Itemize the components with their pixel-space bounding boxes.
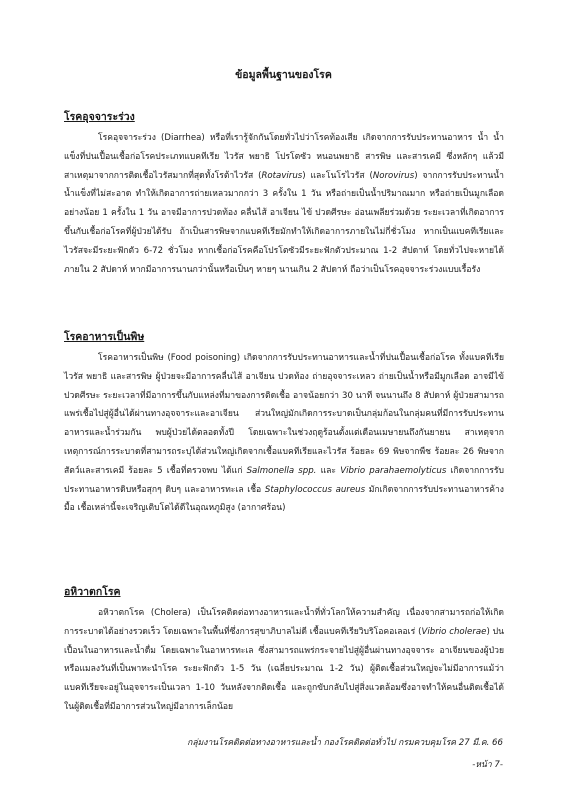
document-title: ข้อมูลพื้นฐานของโรค — [235, 69, 332, 81]
scientific-name: Norovirus — [372, 170, 415, 181]
paragraph-text: ) ปนเปื้อนในอาหารและน้ำดื่ม โดยเฉพาะในอาหารทะเล ซึ่งสามารถแพร่กระจายไปสู่ผู้อื่นผ่านทางอุจจาระ อาเจียนของผู้ป่วย หรือแมลงวันที่เป็นพาหะนำโรค ระยะฟักตัว 1-5 วัน (เฉลี่ยประมาณ 1-2 วัน) ผู้ติดเชื้อส่วนใหญ่จะไม่มีอาการแม้ว่าแบคทีเรียจะอยู่ในอุจจาระเป็นเวลา 1-10 วันหลังจากติดเชื้อ และถูกขับกลับไปสู่สิ่งแวดล้อมซึ่งอาจทำให้คนอื่นติดเชื้อได้ ในผู้ติดเชื้อที่มีอาการส่วนใหญ่มีอาการเล็กน้อย — [64, 626, 504, 712]
page-number: -หน้า 7- — [472, 760, 503, 770]
section-heading: โรคอาหารเป็นพิษ — [64, 331, 145, 343]
scientific-name: Salmonella spp. — [246, 465, 317, 476]
paragraph-text: มักเกิดจากการรับประทานอาหารค้างมื้อ เชื้อเหล่านี้จะเจริญเติบโตได้ดีในอุณหภูมิสูง (อากาศร้อน) — [64, 484, 504, 514]
section-cholera — [64, 585, 504, 717]
section-paragraph — [64, 129, 504, 279]
scientific-name: Rotavirus — [261, 170, 303, 181]
section-heading: อหิวาตกโรค — [64, 586, 121, 598]
scientific-name: Vibrio cholerae — [421, 626, 487, 637]
paragraph-text: เกิดจากการรับประทานอาหารดิบหรือสุกๆ ดิบๆ และอาหารทะเล เชื้อ — [64, 465, 504, 495]
scientific-name: Vibrio parahaemolyticus — [340, 465, 447, 476]
paragraph-text: ) และโนโรไวรัส ( — [302, 170, 373, 181]
scientific-name: Staphylococcus aureus — [264, 484, 366, 495]
paragraph-text: โรคอุจจาระร่วง (Diarrhea) หรือที่เรารู้จักกันโดยทั่วไปว่าโรคท้องเสีย เกิดจากการรับประทานอาหาร น้ำ น้ำแข็งที่ปนเปื้อนเชื้อก่อโรคประเภทแบคทีเรีย ไวรัส พยาธิ โปรโตซัว หนอนพยาธิ สารพิษ และสารเคมี ซึ่งหลักๆ แล้วมีสาเหตุมาจากการติดเชื้อไวรัสมากที่สุดทั้งโรต้าไวรัส ( — [64, 133, 504, 181]
section-heading: โรคอุจจาระร่วง — [64, 111, 135, 123]
paragraph-text: ) จากการรับประทานน้ำ น้ำแข็งที่ไม่สะอาด ทำให้เกิดอาการถ่ายเหลวมากกว่า 3 ครั้งใน 1 วัน หรือถ่ายเป็นน้ำปริมาณมาก หรือถ่ายเป็นมูกเลือดอย่างน้อย 1 ครั้งใน 1 วัน อาจมีอาการปวดท้อง คลื่นไส้ อาเจียน ไข้ ปวดศีรษะ อ่อนเพลียร่วมด้วย ระยะเวลาที่เกิดอาการขึ้นกับเชื้อก่อโรคที่ผู้ป่วยได้รับ ถ้าเป็นสารพิษจากแบคทีเรียมักทำให้เกิดอาการภายในไม่กี่ชั่วโมง หากเป็นแบคทีเรียและไวรัสจะมีระยะฟักตัว 6-72 ชั่วโมง หากเชื้อก่อโรคคือโปรโตซัวมีระยะฟักตัวประมาณ 1-2 สัปดาห์ โดยทั่วไปจะหายได้ภายใน 2 สัปดาห์ หากมีอาการนานกว่านั้นหรือเป็นๆ หายๆ นานเกิน 2 สัปดาห์ ถือว่าเป็นโรคอุจจาระร่วงแบบเรื้อรัง — [64, 170, 504, 275]
paragraph-text: อหิวาตกโรค (Cholera) เป็นโรคติดต่อทางอาหารและน้ำที่ทั่วโลกให้ความสำคัญ เนื่องจากสามารถก่อให้เกิดการระบาดได้อย่างรวดเร็ว โดยเฉพาะในพื้นที่ซึ่งการสุขาภิบาลไม่ดี เชื้อแบคทีเรียวิบริโอคอเลอเร่ ( — [64, 608, 504, 637]
section-food-poisoning — [64, 330, 504, 518]
section-paragraph — [64, 349, 504, 518]
paragraph-text: และ — [316, 465, 341, 476]
section-diarrhea — [64, 110, 504, 279]
document-footer: กลุ่มงานโรคติดต่อทางอาหารและน้ำ กองโรคติดต่อทั่วไป กรมควบคุมโรค 27 มี.ค. 66 — [187, 738, 503, 748]
section-paragraph — [64, 604, 504, 717]
paragraph-text: โรคอาหารเป็นพิษ (Food poisoning) เกิดจากการรับประทานอาหารและน้ำที่ปนเปื้อนเชื้อก่อโรค ทั้งแบคทีเรีย ไวรัส พยาธิ และสารพิษ ผู้ป่วยจะมีอาการคลื่นไส้ อาเจียน ปวดท้อง ถ่ายอุจจาระเหลว ถ่ายเป็นน้ำหรือมีมูกเลือด อาจมีไข้ ปวดศีรษะ ระยะเวลาที่มีอาการขึ้นกับแหล่งที่มาของการติดเชื้อ อาจน้อยกว่า 30 นาที จนนานถึง 8 สัปดาห์ ผู้ป่วยสามารถแพร่เชื้อไปสู่ผู้อื่นได้ผ่านทางอุจจาระและอาเจียน ส่วนใหญ่มักเกิดการระบาดเป็นกลุ่มก้อนในกลุ่มคนที่มีการรับประทานอาหารและน้ำร่วมกัน พบผู้ป่วยได้ตลอดทั้งปี โดยเฉพาะในช่วงฤดูร้อนตั้งแต่เดือนเมษายนถึงกันยายน สาเหตุจากเหตุการณ์การระบาดที่สามารถระบุได้ส่วนใหญ่เกิดจากเชื้อแบคทีเรียและไวรัส ร้อยละ 69 พิษจากพืช ร้อยละ 26 พิษจากสัตว์และสารเคมี ร้อยละ 5 เชื้อที่ตรวจพบ ได้แก่ — [64, 353, 504, 476]
